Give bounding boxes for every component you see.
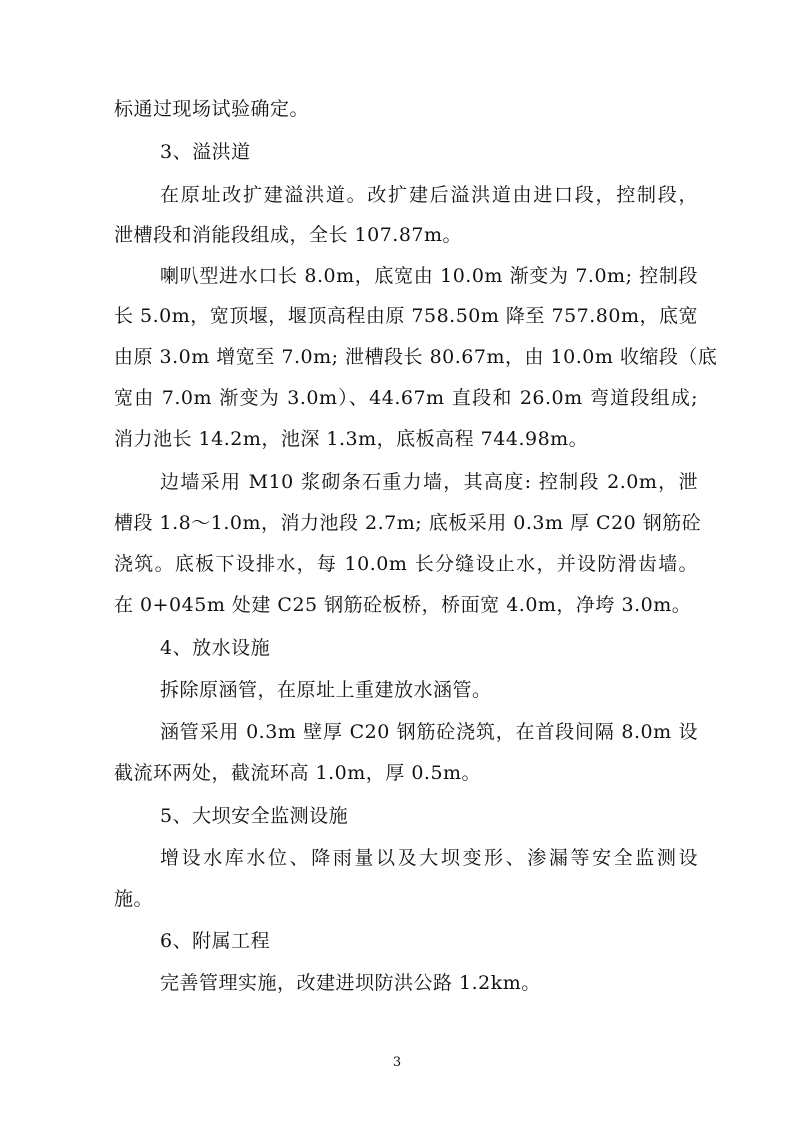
- text-line: 涵管采用 0.3m 壁厚 C20 钢筋砼浇筑，在首段间隔 8.0m 设: [160, 721, 698, 743]
- text-line: 在原址改扩建溢洪道。改扩建后溢洪道由进口段，控制段，: [160, 184, 698, 206]
- text-line: 完善管理实施，改建进坝防洪公路 1.2km。: [160, 972, 541, 994]
- section-heading: 4、放水设施: [160, 637, 271, 659]
- text-line: 增设水库水位、降雨量以及大坝变形、渗漏等安全监测设: [160, 847, 698, 869]
- text-line: 浇筑。底板下设排水，每 10.0m 长分缝设止水，并设防滑齿墙。: [114, 553, 698, 575]
- text-line: 施。: [114, 888, 154, 910]
- text-line: 槽段 1.8～1.0m，消力池段 2.7m; 底板采用 0.3m 厚 C20 钢筋砼: [114, 512, 702, 534]
- text-line: 长 5.0m，宽顶堰，堰顶高程由原 758.50m 降至 757.80m，底宽: [114, 305, 698, 327]
- text-line: 标通过现场试验确定。: [114, 98, 310, 120]
- text-line: 宽由 7.0m 渐变为 3.0m）、44.67m 直段和 26.0m 弯道段组成;: [114, 387, 698, 409]
- text-line: 拆除原涵管，在原址上重建放水涵管。: [160, 679, 492, 701]
- text-line: 喇叭型进水口长 8.0m，底宽由 10.0m 渐变为 7.0m; 控制段: [160, 265, 698, 287]
- text-line: 消力池长 14.2m，池深 1.3m，底板高程 744.98m。: [114, 428, 589, 450]
- text-line: 由原 3.0m 增宽至 7.0m; 泄槽段长 80.67m，由 10.0m 收缩段（底: [114, 346, 718, 368]
- text-line: 截流环两处，截流环高 1.0m，厚 0.5m。: [114, 762, 482, 784]
- text-line: 在 0+045m 处建 C25 钢筋砼板桥，桥面宽 4.0m，净垮 3.0m。: [114, 594, 692, 616]
- text-line: 边墙采用 M10 浆砌条石重力墙，其高度: 控制段 2.0m，泄: [160, 471, 698, 493]
- section-heading: 5、大坝安全监测设施: [160, 805, 349, 827]
- page-number: 3: [392, 1055, 402, 1070]
- text-line: 泄槽段和消能段组成，全长 107.87m。: [114, 224, 463, 246]
- section-heading: 6、附属工程: [160, 930, 271, 952]
- section-heading: 3、溢洪道: [160, 141, 251, 163]
